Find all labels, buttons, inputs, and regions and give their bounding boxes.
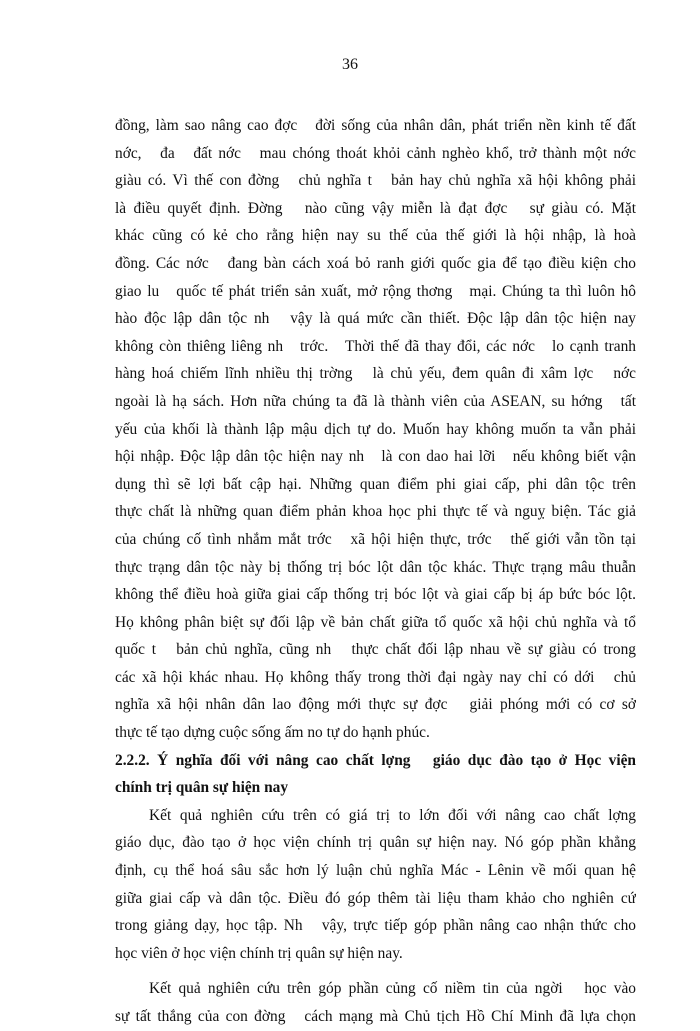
text-line: giao lu quốc tế phát triển sản xuất, mở rộng thơng mại. Chúng ta thì luôn hô [115,282,636,300]
text-line: nớc, đa đất nớc mau chóng thoát khỏi cảnh nghèo khổ, trở thành một nớc [115,144,636,162]
text-line: ngoài là hạ sách. Hơn nữa chúng ta đã là thành viên của ASEAN, su hớng tất [115,392,636,410]
text-line: nghĩa xã hội nhân dân lao động mới thực sự đợc giải phóng mới có cơ sở [115,696,636,714]
paragraph-2 [115,802,636,968]
text-line: không còn thiêng liêng nh trớc. Thời thế đã thay đổi, các nớc lo cạnh tranh [115,337,636,355]
section-heading [115,747,636,802]
text-line: học viên ở học viện chính trị quân sự hiện nay. [115,944,403,962]
document-body [115,112,636,1031]
text-line: thực chất là những quan điểm phản khoa học phi thực tế và nguỵ biện. Tác giả [115,503,636,521]
text-line: khác cũng có kẻ cho rằng hiện nay su thế của thế giới là hội nhập, là hoà [115,227,636,245]
text-line: các xã hội khác nhau. Họ không thấy trong thời đại ngày nay chỉ có dới chủ [115,668,636,686]
text-line: hàng hoá chiếm lĩnh nhiều thị trờng là chủ yếu, đem quân đi xâm lợc nớc [115,365,636,383]
heading-line: chính trị quân sự hiện nay [115,779,289,797]
text-line: giàu có. Vì thế con đờng chủ nghĩa t bản hay chủ nghĩa xã hội không phải [115,172,636,190]
text-line: của chúng cố tình nhắm mắt trớc xã hội hiện thực, trớc thế giới vẫn tồn tại [115,530,636,548]
text-line: Kết quả nghiên cứu trên góp phần củng cố niềm tin của ngời học vào [149,980,636,998]
text-line: đồng. Các nớc đang bàn cách xoá bỏ ranh giới quốc gia để tạo điều kiện cho [115,254,636,272]
heading-line: 2.2.2. Ý nghĩa đối với nâng cao chất lợng giáo dục đào tạo ở Học viện [115,751,636,769]
text-line: yếu của khối là thành lập mậu dịch tự do. Muốn hay không muốn ta vẫn phải [115,420,636,438]
text-line: hào độc lập dân tộc nh vậy là quá mức cần thiết. Độc lập dân tộc hiện nay [115,310,636,328]
text-line: là điều quyết định. Đờng nào cũng vậy miễn là đạt đợc sự giàu có. Mặt [115,199,636,217]
text-line: sự tất thắng của con đờng cách mạng mà Chủ tịch Hồ Chí Minh đã lựa chọn [115,1008,636,1025]
paragraph-1 [115,112,636,747]
text-line: định, cụ thể hoá sâu sắc hơn lý luận chủ nghĩa Mác - Lênin về mối quan hệ [115,862,636,880]
text-line: giáo dục, đào tạo ở học viện chính trị quân sự hiện nay. Nó góp phần khẳng [115,834,636,852]
text-line: thực tế tạo dựng cuộc sống ấm no tự do hạnh phúc. [115,724,430,742]
text-line: hội nhập. Độc lập dân tộc hiện nay nh là con dao hai lỡi nếu không biết vận [115,448,636,466]
text-line: trong giảng dạy, học tập. Nh vậy, trực tiếp góp phần nâng cao nhận thức cho [115,917,636,935]
text-line: thực trạng dân tộc này bị thống trị bóc lột dân tộc khác. Thực trạng mâu thuẫn [115,558,636,576]
text-line: quốc t bản chủ nghĩa, cũng nh thực chất đối lập nhau về sự giàu có trong [115,641,636,659]
text-line: đồng, làm sao nâng cao đợc đời sống của nhân dân, phát triển nền kinh tế đất [115,117,636,134]
paragraph-3 [115,975,636,1030]
page-number: 36 [342,56,358,73]
text-line: không thể điều hoà giữa giai cấp thống trị bóc lột và giai cấp bị áp bức bóc lột. [115,586,636,604]
text-line: Kết quả nghiên cứu trên có giá trị to lớn đối với nâng cao chất lợng [149,806,636,824]
text-line: dụng thì sẽ lợi bất cập hại. Những quan điểm phi giai cấp, phi dân tộc trên [115,475,636,493]
text-line: Họ không phân biệt sự đối lập về bản chất giữa tổ quốc xã hội chủ nghĩa và tổ [115,613,636,631]
text-line: giữa giai cấp và dân tộc. Điều đó góp thêm tài liệu tham khảo cho nghiên cứ [115,889,636,907]
